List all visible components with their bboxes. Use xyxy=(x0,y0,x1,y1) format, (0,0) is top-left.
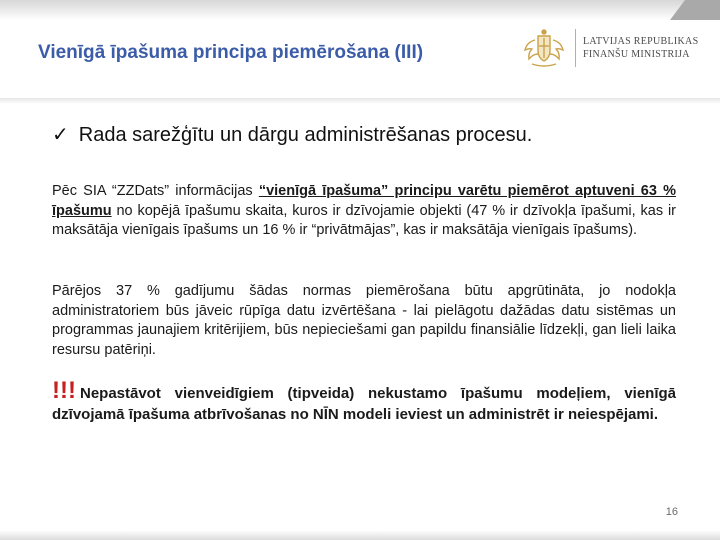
slide-title: Vienīgā īpašuma principa piemērošana (III) xyxy=(38,42,424,63)
paragraph1-emphasis: “vienīgā īpašuma” principu varētu piemērot aptuveni 63 % īpašumu xyxy=(52,183,676,219)
ministry-logo xyxy=(518,26,708,70)
logo-line-1: LATVIJAS REPUBLIKAS xyxy=(583,36,699,47)
warning-text: Nepastāvot vienveidīgiem (tipveida) nekustamo īpašumu modeļiem, vienīgā dzīvojamā īpašuma atbrīvošanas no NĪN modeli ieviest un administrēt ir neiespējami. xyxy=(52,385,676,423)
header-divider xyxy=(0,98,720,104)
warning-note xyxy=(52,377,676,425)
checkmark-icon: ✓ xyxy=(52,124,69,146)
logo-divider xyxy=(575,29,576,67)
page-number: 16 xyxy=(665,506,678,518)
logo-line-2: FINANŠU MINISTRIJA xyxy=(583,49,690,60)
headline-bullet xyxy=(52,122,692,147)
coat-of-arms-icon xyxy=(518,28,570,68)
paragraph1-rest: no kopējā īpašumu skaita, kuros ir dzīvojamie objekti (47 % ir dzīvokļa īpašumi, kas ir maksātāja vienīgais īpašums un 16 % ir “privātmājas”, kas ir maksātāja vienīgais īpašums). xyxy=(52,202,676,238)
paragraph-zzdats xyxy=(52,182,676,241)
paragraph1-lead: Pēc SIA “ZZDats” informācijas xyxy=(52,183,259,199)
logo-text xyxy=(583,35,698,61)
top-decorative-band xyxy=(0,0,720,20)
paragraph-remaining-cases: Pārējos 37 % gadījumu šādas normas piemērošana būtu apgrūtināta, jo nodokļa administratoriem būs jāveic rūpīga datu izvērtēšana - lai pielāgotu dažādas datu sistēmas un programmas jaunajiem kritērijiem, būs nepieciešami gan papildu finansiālie līdzekļi, gan lieli laika resursu patēriņi. xyxy=(52,283,676,358)
headline-text: Rada sarežģītu un dārgu administrēšanas procesu. xyxy=(78,124,533,146)
bottom-decorative-band xyxy=(0,530,720,540)
warning-marks: !!! xyxy=(52,377,76,404)
